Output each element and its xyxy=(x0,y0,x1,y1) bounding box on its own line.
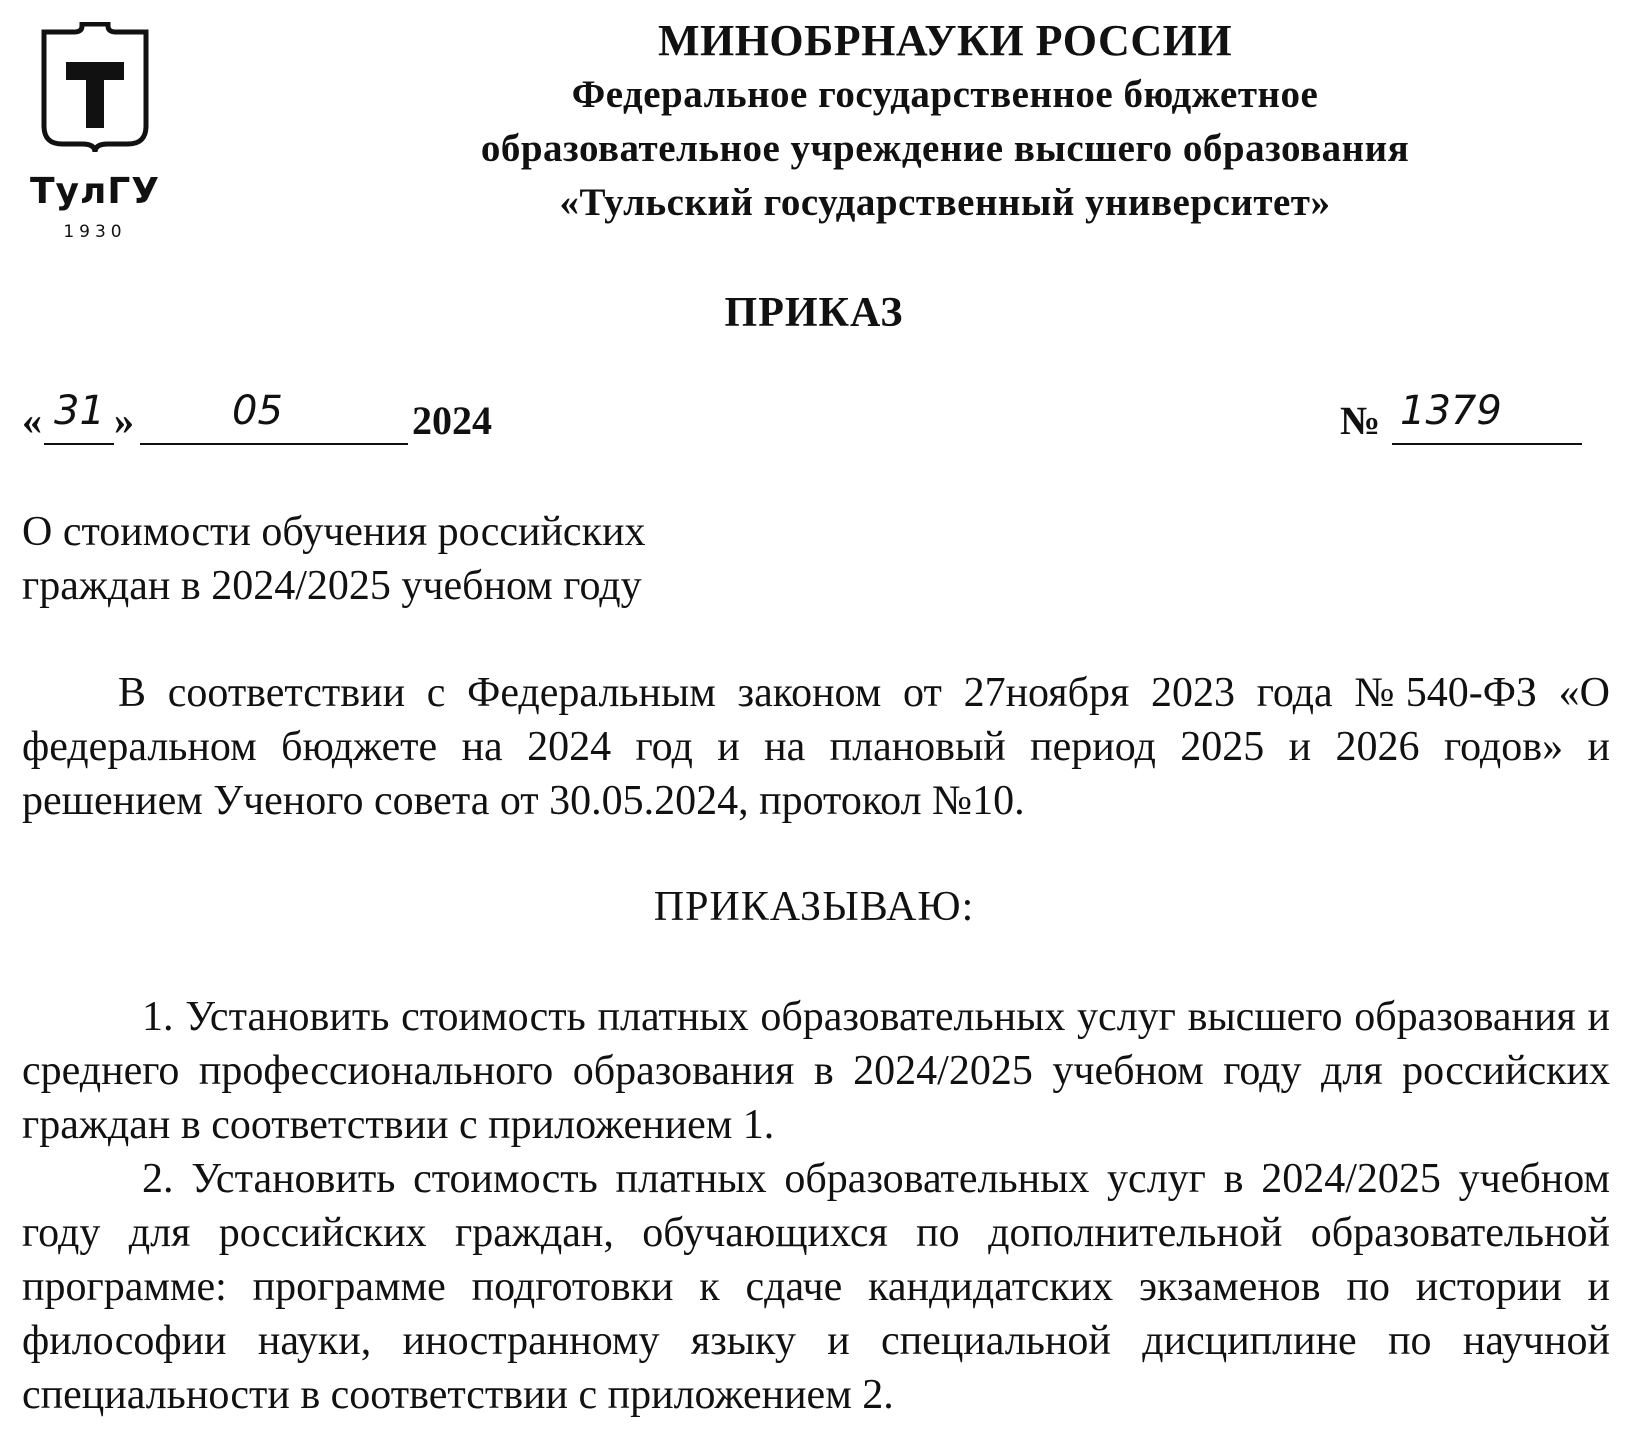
order-item: 2. Установить стоимость платных образовательных услуг в 2024/2025 учебном году для российских граждан, обучающихся по дополнительной образовательной программе: программе подготовки к сдаче кандидатских экзаменов по истории и философии науки, иностранному языку и специальной дисциплине по научной специальности в соответствии с приложением 2. xyxy=(22,1156,1610,1418)
number-underline xyxy=(1392,443,1582,445)
order-heading: ПРИКАЗЫВАЮ: xyxy=(653,884,975,930)
date-open-quote: « xyxy=(22,398,42,443)
date-year: 2024 xyxy=(412,398,492,443)
shield-emblem-icon xyxy=(38,22,152,152)
date-month: 05 xyxy=(232,388,283,434)
ministry-name: МИНОБРНАУКИ РОССИИ xyxy=(657,16,1233,65)
month-underline xyxy=(140,443,408,445)
logo-name: ТулГУ xyxy=(29,171,161,212)
date-close-quote: » xyxy=(114,398,134,443)
date-day: 31 xyxy=(54,388,105,434)
subject-line: О стоимости обучения российских xyxy=(22,509,646,555)
institution-line: «Тульский государственный университет» xyxy=(559,181,1331,224)
legal-basis-paragraph: В соответствии с Федеральным законом от 27ноября 2023 года №540-ФЗ «О федеральном бюджете на 2024 год и на плановый период 2025 и 2026 годов» и решением Ученого совета от 30.05.2024, протокол №10. xyxy=(22,670,1610,824)
logo-year: 1930 xyxy=(63,222,127,242)
day-underline xyxy=(44,443,114,445)
document-title: ПРИКАЗ xyxy=(724,290,904,336)
order-subject xyxy=(22,505,645,613)
institution-line: Федеральное государственное бюджетное xyxy=(571,73,1319,116)
number-value: 1379 xyxy=(1400,388,1502,434)
order-item: 1. Установить стоимость платных образовательных услуг высшего образования и среднего профессионального образования в 2024/2025 учебном году для российских граждан в соответствии с приложением 1. xyxy=(22,994,1610,1148)
institution-line: образовательное учреждение высшего образования xyxy=(480,127,1410,170)
number-sign: № xyxy=(1340,398,1381,443)
subject-line: граждан в 2024/2025 учебном году xyxy=(22,563,642,609)
order-number xyxy=(1340,388,1590,451)
document-header xyxy=(370,14,1520,230)
university-logo xyxy=(20,18,170,242)
